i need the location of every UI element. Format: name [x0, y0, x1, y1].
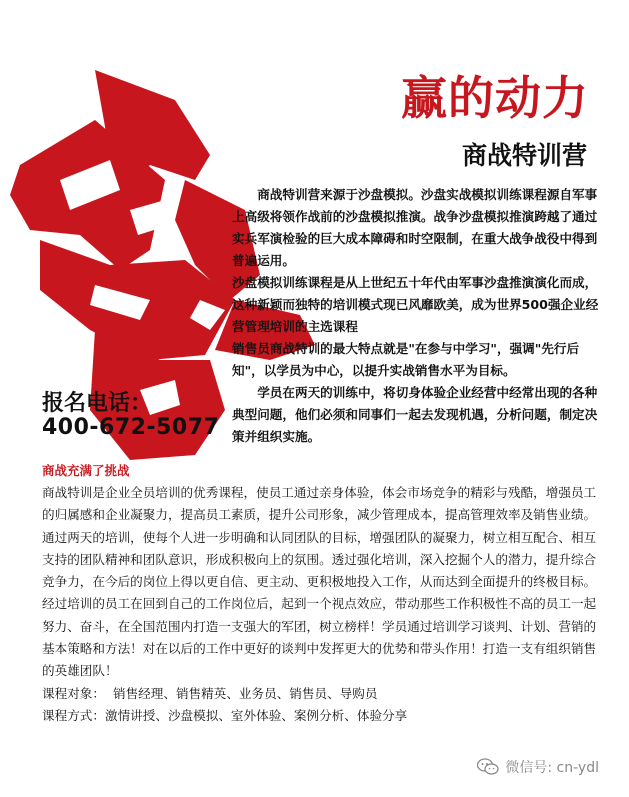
course-audience	[42, 683, 602, 705]
course-method	[42, 705, 602, 727]
section-heading: 商战充满了挑战	[42, 463, 130, 478]
audience-value: 销售经理、销售精英、业务员、销售员、导购员	[112, 685, 378, 701]
section-body	[42, 482, 602, 727]
phone-label: 报名电话：	[42, 391, 153, 416]
intro-paragraph: 销售员商战特训的最大特点就是"在参与中学习"，强调"先行后知"，以学员为中心，以提升实战销售水平为目标。	[232, 341, 580, 378]
body-paragraph: 经过培训的员工在回到自己的工作岗位后，起到一个视点效应，带动那些工作积极性不高的员工一起努力、奋斗，在全国范围内打造一支强大的军团，树立榜样！学员通过培训学习谈判、计划、营销的基本策略和方法！对在以后的工作中更好的谈判中发挥更大的优势和带头作用！打造一支有组织销售的英雄团队！	[42, 596, 597, 679]
intro-paragraph: 学员在两天的训练中，将切身体验企业经营中经常出现的各种典型问题，他们必须和同事们一起去发现机遇，分析问题，制定决策并组织实施。	[232, 385, 598, 444]
intro-paragraph: 商战特训营来源于沙盘模拟。沙盘实战模拟训练课程源自军事上高级将领作战前的沙盘模拟推演。战争沙盘模拟推演跨越了通过实兵军演检验的巨大成本障碍和时空限制，在重大战争战役中得到普遍运用。	[232, 187, 598, 268]
body-paragraph: 商战特训是企业全员培训的优秀课程，使员工通过亲身体验，体会市场竞争的精彩与残酷，增强员工的归属感和企业凝聚力，提高员工素质，提升公司形象，减少管理成本，提高管理效率及销售业绩。	[42, 485, 597, 523]
wechat-icon	[477, 758, 499, 776]
method-label: 课程方式：	[42, 707, 105, 723]
wechat-watermark	[477, 757, 599, 777]
registration-phone	[42, 392, 219, 440]
page-title: 赢的动力	[401, 71, 589, 125]
intro-paragraph: 沙盘模拟训练课程是从上世纪五十年代由军事沙盘推演演化而成，这种新颖而独特的培训模式现已风靡欧美，成为世界500强企业经营管理培训的主选课程	[232, 275, 599, 334]
audience-label: 课程对象：	[42, 685, 113, 701]
watermark-text: 微信号: cn-ydl	[505, 760, 599, 776]
intro-text-block	[232, 184, 607, 448]
body-paragraph: 通过两天的培训，使每个人进一步明确和认同团队的目标，增强团队的凝聚力，树立相互配合、相互支持的团队精神和团队意识，形成积极向上的氛围。透过强化培训，深入挖掘个人的潜力，提升综合竞争力，在今后的岗位上得以更自信、更主动、更积极地投入工作，从而达到全面提升的终极目标。	[42, 529, 597, 590]
phone-number: 400-672-5077	[42, 415, 220, 440]
method-value: 激情讲授、沙盘模拟、室外体验、案例分析、体验分享	[104, 707, 408, 723]
page-subtitle: 商战特训营	[461, 141, 587, 170]
